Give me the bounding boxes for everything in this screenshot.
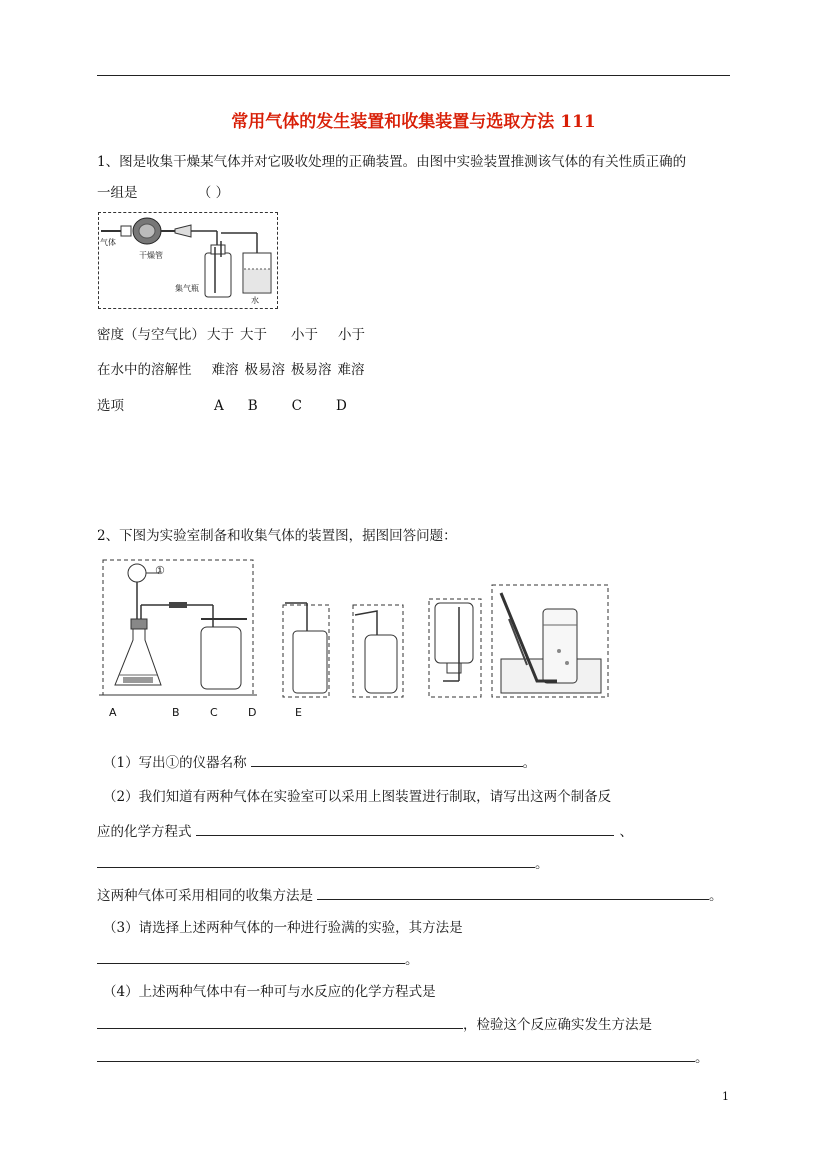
- q2-part4-line2: ，检验这个反应确实发生方法是: [97, 1013, 652, 1033]
- q1-answer-bracket: （ ）: [197, 185, 230, 201]
- q2-part2-line2: 应的化学方程式 、: [97, 820, 633, 840]
- label-water: 水: [251, 296, 259, 305]
- q1-apparatus-figure: [98, 212, 278, 309]
- q2-part3-line2: 。: [97, 948, 419, 968]
- answer-blank-4b[interactable]: [97, 1047, 695, 1062]
- q1-row-options: 选项 A B C D: [97, 398, 347, 414]
- q1-row-density: 密度（与空气比） 大于 大于 小于 小于: [97, 327, 365, 343]
- answer-blank-3[interactable]: [97, 949, 405, 964]
- q2-part2-line1: （2）我们知道有两种气体在实验室可以采用上图装置进行制取，请写出这两个制备反: [103, 789, 612, 805]
- q1-stem-line1: 1、图是收集干燥某气体并对它吸收处理的正确装置。由图中实验装置推测该气体的有关性质正确的: [97, 154, 687, 170]
- label-D: D: [248, 706, 257, 719]
- q2-apparatus-figure: [97, 555, 617, 725]
- q2-part2-line4: 这两种气体可采用相同的收集方法是 。: [97, 884, 723, 904]
- q2-part4-line3: 。: [97, 1046, 709, 1066]
- label-circle-1: ①: [155, 564, 165, 577]
- q1-stem-text: 一组是: [97, 185, 138, 201]
- label-gas-bottle: 集气瓶: [175, 284, 199, 293]
- answer-blank-2c[interactable]: [317, 885, 709, 900]
- q2-apparatus-drawing: [97, 555, 617, 725]
- page-number: 1: [722, 1090, 729, 1103]
- label-C: C: [210, 706, 218, 719]
- q2-part2-line3: 。: [97, 852, 549, 872]
- q2-stem: 2、下图为实验室制备和收集气体的装置图，据图回答问题：: [97, 528, 457, 544]
- q2-part4-line1: （4）上述两种气体中有一种可与水反应的化学方程式是: [103, 984, 436, 1000]
- header-rule: [97, 75, 730, 76]
- answer-blank-2a[interactable]: [196, 821, 614, 836]
- q1-stem-line2: [97, 181, 229, 201]
- label-E: E: [295, 706, 302, 719]
- page-title: 常用气体的发生装置和收集装置与选取方法 111: [231, 112, 596, 132]
- answer-blank-4a[interactable]: [97, 1014, 463, 1029]
- q1-row-solubility: 在水中的溶解性 难溶 极易溶 极易溶 难溶: [97, 362, 365, 378]
- q2-part1: （1）写出①的仪器名称 。: [103, 751, 536, 771]
- answer-blank-1[interactable]: [251, 752, 523, 767]
- q2-part3-line1: （3）请选择上述两种气体的一种进行验满的实验，其方法是: [103, 920, 463, 936]
- label-A: A: [109, 706, 117, 719]
- label-drying-tube: 干燥管: [139, 251, 163, 260]
- label-B: B: [172, 706, 180, 719]
- label-gas: 气体: [100, 238, 116, 247]
- answer-blank-2b[interactable]: [97, 853, 535, 868]
